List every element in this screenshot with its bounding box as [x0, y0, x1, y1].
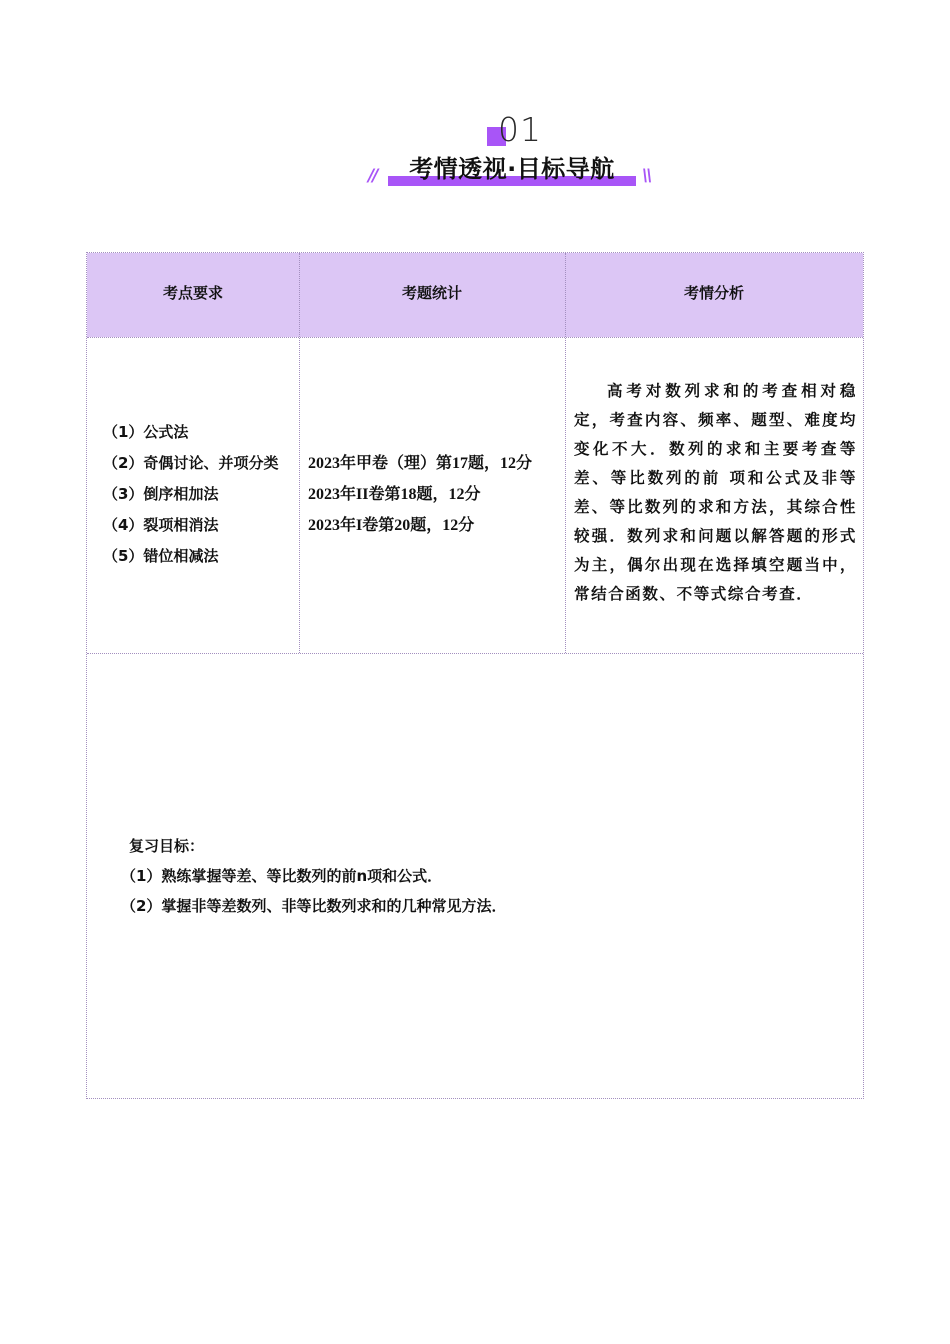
col-header-statistics: 考题统计 [401, 284, 462, 302]
list-item: 2023年甲卷（理）第17题，12分 [308, 455, 533, 472]
list-item: （2）奇偶讨论、并项分类 [103, 454, 279, 472]
col-header-requirements: 考点要求 [162, 284, 223, 302]
list-item: （4）裂项相消法 [103, 516, 219, 534]
list-item: （1）熟练掌握等差、等比数列的前n项和公式． [121, 867, 443, 885]
left-slash-decoration: // [368, 166, 377, 186]
row-divider [87, 653, 863, 654]
column-divider [565, 253, 566, 653]
list-item: （1）公式法 [103, 423, 189, 441]
requirements-cell [103, 417, 278, 572]
statistics-cell [308, 448, 532, 541]
review-goals [121, 831, 507, 921]
goals-title: 复习目标： [129, 837, 205, 855]
column-divider [299, 253, 300, 653]
section-title: 考情透视·目标导航 [409, 155, 615, 183]
list-item: （3）倒序相加法 [103, 485, 219, 503]
col-header-analysis: 考情分析 [683, 284, 744, 302]
list-item: 2023年II卷第18题，12分 [308, 486, 481, 503]
right-slash-decoration: \\ [642, 166, 651, 186]
section-header [0, 0, 950, 220]
exam-analysis-table [86, 252, 864, 1099]
list-item: 2023年I卷第20题，12分 [308, 517, 475, 534]
analysis-cell: 高考对数列求和的考查相对稳定，考查内容、频率、题型、难度均变化不大．数列的求和主要考查等差、等比数列的前 项和公式及非等差、等比数列的求和方法，其综合性较强．数列求和问题以解答题的形式为主，偶尔出现在选择填空题当中，常结合函数、不等式综合考查． [574, 382, 857, 603]
row-divider [87, 337, 863, 338]
list-item: （2）掌握非等差数列、非等比数列求和的几种常见方法． [121, 897, 507, 915]
section-number: 01 [498, 110, 542, 149]
list-item: （5）错位相减法 [103, 547, 219, 565]
